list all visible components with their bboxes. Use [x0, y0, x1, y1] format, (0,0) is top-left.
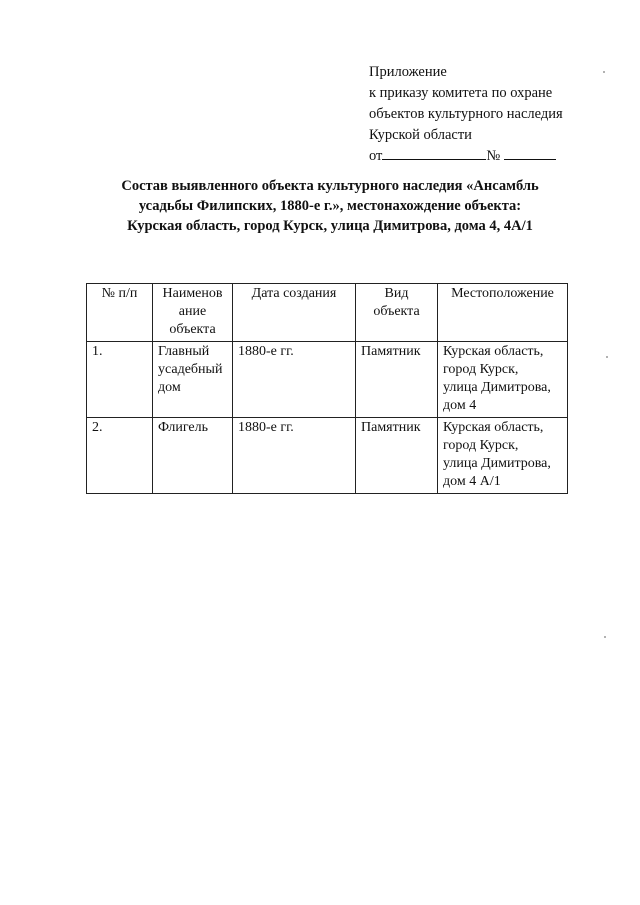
appendix-date-number-line: [369, 146, 563, 167]
cell-location: [438, 418, 568, 494]
appendix-title: Приложение: [369, 64, 447, 80]
scan-speck: [604, 636, 606, 638]
scan-speck: [606, 356, 608, 358]
cell-type: Памятник: [356, 418, 438, 494]
table-header-row: [87, 284, 568, 342]
header-type-line: объекта: [373, 304, 420, 319]
header-name-line: Наименов: [162, 286, 223, 301]
header-location: Местоположение: [438, 284, 568, 342]
cell-name: [153, 342, 233, 418]
table-row: [87, 418, 568, 494]
cell-location-line: улица Димитрова,: [443, 456, 551, 471]
appendix-header: [369, 62, 563, 167]
cell-type: Памятник: [356, 342, 438, 418]
appendix-region-line: Курской области: [369, 127, 472, 143]
cell-name-line: Флигель: [158, 420, 208, 435]
cell-num: 2.: [87, 418, 153, 494]
number-label: №: [486, 148, 501, 164]
header-name-line: объекта: [169, 322, 216, 337]
header-name-line: ание: [178, 304, 207, 319]
cell-location: [438, 342, 568, 418]
cell-location-line: Курская область,: [443, 420, 544, 435]
cell-location-line: город Курск,: [443, 362, 519, 377]
header-date: Дата создания: [233, 284, 356, 342]
table-row: [87, 342, 568, 418]
header-num: № п/п: [87, 284, 153, 342]
header-name: [153, 284, 233, 342]
title-line-3: Курская область, город Курск, улица Димитрова, дома 4, 4А/1: [127, 218, 533, 234]
cell-date: 1880-е гг.: [233, 342, 356, 418]
number-blank: [504, 147, 556, 160]
appendix-committee-line: объектов культурного наследия: [369, 106, 563, 122]
cell-name-line: Главный: [158, 344, 210, 359]
cell-date: 1880-е гг.: [233, 418, 356, 494]
cell-location-line: город Курск,: [443, 438, 519, 453]
title-line-1: Состав выявленного объекта культурного наследия «Ансамбль: [121, 178, 539, 194]
header-type-line: Вид: [384, 286, 409, 301]
objects-table: [86, 283, 568, 494]
scan-speck: [603, 71, 605, 73]
appendix-order-line: к приказу комитета по охране: [369, 85, 553, 101]
header-type: [356, 284, 438, 342]
cell-location-line: улица Димитрова,: [443, 380, 551, 395]
cell-location-line: дом 4 А/1: [443, 474, 501, 489]
cell-num: 1.: [87, 342, 153, 418]
document-title: [90, 176, 570, 236]
cell-location-line: дом 4: [443, 398, 477, 413]
cell-name: [153, 418, 233, 494]
title-line-2: усадьбы Филипских, 1880-е г.», местонахождение объекта:: [138, 198, 522, 214]
cell-location-line: Курская область,: [443, 344, 544, 359]
date-blank: [382, 147, 486, 160]
cell-name-line: дом: [158, 380, 181, 395]
from-label: от: [369, 148, 383, 164]
cell-name-line: усадебный: [158, 362, 223, 377]
